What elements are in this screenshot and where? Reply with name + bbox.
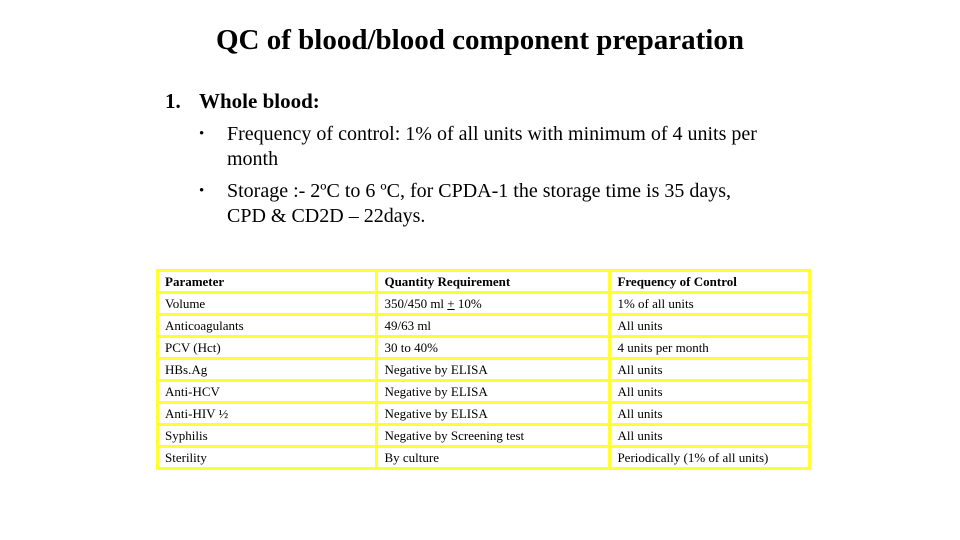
table-row [158, 381, 810, 403]
bullet-list [199, 122, 799, 236]
cell-quantity: 30 to 40% [377, 337, 610, 359]
cell-quantity: Negative by ELISA [377, 359, 610, 381]
cell-quantity [377, 293, 610, 315]
section-heading-text: Whole blood: [199, 89, 320, 113]
table-row [158, 403, 810, 425]
table-row [158, 425, 810, 447]
cell-parameter: Sterility [158, 447, 377, 469]
cell-parameter: Anti-HCV [158, 381, 377, 403]
header-quantity-requirement: Quantity Requirement [377, 271, 610, 293]
cell-parameter: Anti-HIV ½ [158, 403, 377, 425]
header-parameter: Parameter [158, 271, 377, 293]
cell-frequency: 4 units per month [610, 337, 810, 359]
bullet-item-storage [199, 179, 767, 229]
cell-quantity: Negative by ELISA [377, 381, 610, 403]
slide-title: QC of blood/blood component preparation [216, 24, 744, 56]
cell-frequency: All units [610, 403, 810, 425]
cell-quantity-text: 350/450 ml + 10% [384, 295, 482, 311]
cell-parameter: PCV (Hct) [158, 337, 377, 359]
cell-frequency: 1% of all units [610, 293, 810, 315]
table-row [158, 293, 810, 315]
cell-quantity: By culture [377, 447, 610, 469]
section-number: 1. [165, 89, 181, 113]
cell-parameter: Syphilis [158, 425, 377, 447]
bullet-item-frequency [199, 122, 799, 172]
header-frequency-of-control: Frequency of Control [610, 271, 810, 293]
cell-quantity: 49/63 ml [377, 315, 610, 337]
cell-frequency: All units [610, 315, 810, 337]
qc-table [156, 269, 811, 470]
bullet-icon: • [199, 126, 205, 142]
table-row [158, 447, 810, 469]
bullet-text-frequency: Frequency of control: 1% of all units with minimum of 4 units per month [227, 123, 757, 170]
section-heading [165, 89, 320, 114]
bullet-icon: • [199, 183, 205, 199]
cell-parameter: HBs.Ag [158, 359, 377, 381]
cell-quantity: Negative by Screening test [377, 425, 610, 447]
table-header-row [158, 271, 810, 293]
cell-parameter: Anticoagulants [158, 315, 377, 337]
cell-parameter: Volume [158, 293, 377, 315]
table-row [158, 315, 810, 337]
cell-frequency: All units [610, 381, 810, 403]
cell-frequency: Periodically (1% of all units) [610, 447, 810, 469]
cell-frequency: All units [610, 425, 810, 447]
cell-quantity: Negative by ELISA [377, 403, 610, 425]
cell-frequency: All units [610, 359, 810, 381]
table-row [158, 337, 810, 359]
bullet-text-storage: Storage :- 2ºC to 6 ºC, for CPDA-1 the storage time is 35 days, CPD & CD2D – 22days. [227, 180, 732, 227]
table-row [158, 359, 810, 381]
